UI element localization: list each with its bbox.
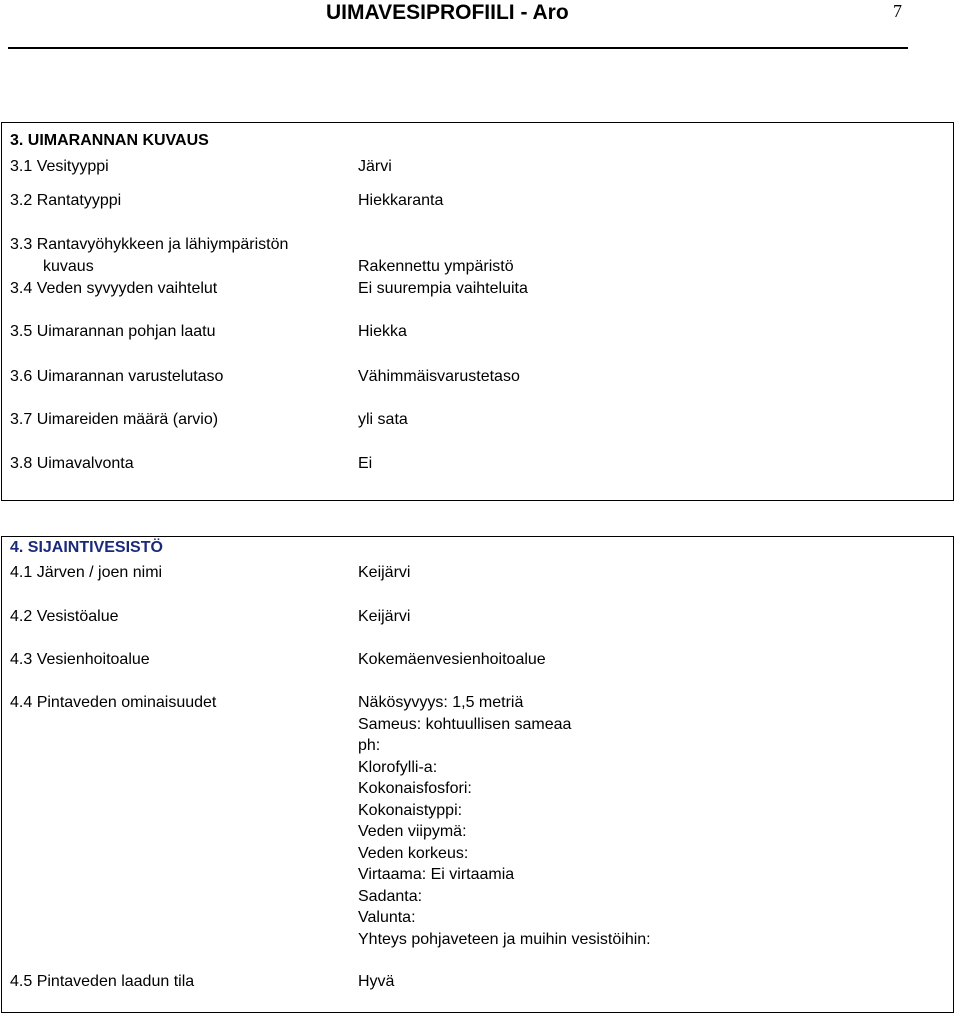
- section-3-heading: 3. UIMARANNAN KUVAUS: [10, 132, 209, 149]
- row-value: Ei: [358, 455, 373, 472]
- row-label: 4.3 Vesienhoitoalue: [10, 651, 150, 668]
- property-line: Yhteys pohjaveteen ja muihin vesistöihin:: [358, 930, 651, 948]
- row-label-continued: kuvaus: [43, 258, 94, 275]
- row-label: 3.4 Veden syvyyden vaihtelut: [10, 280, 218, 297]
- property-line: ph:: [358, 737, 381, 754]
- property-line: Valunta:: [358, 909, 416, 926]
- row-label: 3.2 Rantatyyppi: [10, 192, 122, 209]
- row-label: 3.5 Uimarannan pohjan laatu: [10, 323, 216, 340]
- row-value: Hiekka: [358, 323, 407, 340]
- section-4-heading: 4. SIJAINTIVESISTÖ: [10, 539, 163, 556]
- row-value: Hiekkaranta: [358, 192, 444, 209]
- section-3-table: [1, 122, 954, 501]
- property-line: Sameus: kohtuullisen sameaa: [358, 715, 572, 733]
- row-label: 3.1 Vesityyppi: [10, 158, 109, 175]
- row-label: 4.2 Vesistöalue: [10, 608, 119, 625]
- row-label: 3.7 Uimareiden määrä (arvio): [10, 411, 219, 428]
- row-label: 4.4 Pintaveden ominaisuudet: [10, 694, 217, 711]
- property-line: Kokonaisfosfori:: [358, 780, 472, 797]
- row-value: Keijärvi: [358, 608, 411, 625]
- row-value: Rakennettu ympäristö: [358, 258, 514, 275]
- property-line: Sadanta:: [358, 887, 423, 905]
- property-line: Kokonaistyppi:: [358, 801, 463, 819]
- surface-water-properties: [358, 692, 651, 950]
- property-line: Virtaama: Ei virtaamia: [358, 866, 515, 883]
- row-label: 3.8 Uimavalvonta: [10, 455, 134, 472]
- row-value: Keijärvi: [358, 564, 411, 581]
- property-line: Veden korkeus:: [358, 844, 469, 862]
- property-line: Veden viipymä:: [358, 823, 467, 840]
- property-line: Klorofylli-a:: [358, 758, 438, 776]
- row-label: 3.6 Uimarannan varustelutaso: [10, 368, 224, 385]
- page-header: [0, 0, 960, 52]
- row-value: Kokemäenvesienhoitoalue: [358, 651, 546, 668]
- row-value: Hyvä: [358, 973, 395, 990]
- row-value: yli sata: [358, 411, 408, 428]
- row-value: Ei suurempia vaihteluita: [358, 280, 528, 297]
- page-number: 7: [893, 1, 902, 21]
- document-title: UIMAVESIPROFIILI - Aro: [326, 1, 569, 24]
- row-label: 4.1 Järven / joen nimi: [10, 564, 163, 581]
- row-label: 4.5 Pintaveden laadun tila: [10, 973, 195, 990]
- property-line: Näkösyvyys: 1,5 metriä: [358, 694, 524, 711]
- header-rule: [8, 47, 908, 49]
- row-label: 3.3 Rantavyöhykkeen ja lähiympäristön: [10, 236, 289, 253]
- row-value: Vähimmäisvarustetaso: [358, 368, 520, 385]
- row-value: Järvi: [358, 158, 392, 175]
